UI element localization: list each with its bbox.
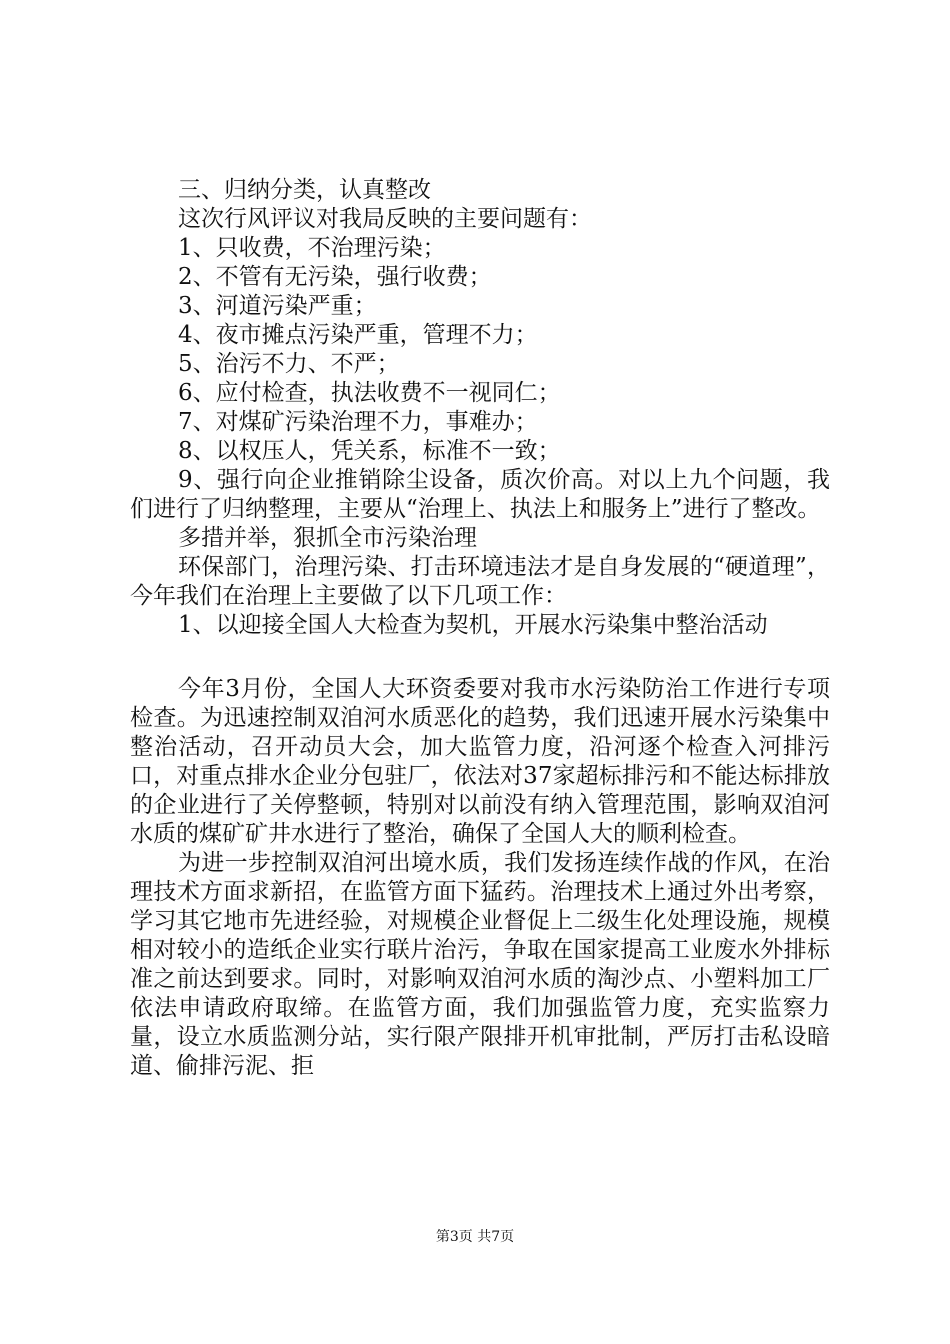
section-heading: 三、归纳分类，认真整改: [178, 177, 431, 203]
page-footer: 第3页 共7页: [435, 1229, 515, 1245]
issue-item-3: 3、河道污染严重；: [178, 293, 377, 319]
section-intro: 这次行风评议对我局反映的主要问题有：: [178, 206, 592, 232]
issue-item-9: 9、强行向企业推销除尘设备，质次价高。对以上九个问题，我们进行了归纳整理，主要从“治理上、执法上和服务上”进行了整改。: [130, 467, 830, 522]
issue-item-1: 1、只收费，不治理污染；: [178, 235, 446, 261]
work-item-1: 1、以迎接全国人大检查为契机，开展水污染集中整治活动: [178, 612, 768, 638]
issue-item-4: 4、夜市摊点污染严重，管理不力；: [178, 322, 538, 348]
issue-item-7: 7、对煤矿污染治理不力，事难办；: [178, 409, 538, 435]
paragraph-gap: [130, 640, 830, 675]
issue-item-8: 8、以权压人，凭关系，标准不一致；: [178, 438, 561, 464]
subsection-paragraph-1: 环保部门，治理污染、打击环境违法才是自身发展的“硬道理”，今年我们在治理上主要做了以下几项工作：: [130, 554, 830, 609]
subsection-paragraph-3: 为进一步控制双洎河出境水质，我们发扬连续作战的作风，在治理技术方面求新招，在监管方面下猛药。治理技术上通过外出考察，学习其它地市先进经验，对规模企业督促上二级生化处理设施，规模相对较小的造纸企业实行联片治污，争取在国家提高工业废水外排标准之前达到要求。同时，对影响双洎河水质的淘沙点、小塑料加工厂依法申请政府取缔。在监管方面，我们加强监管力度，充实监察力量，设立水质监测分站，实行限产限排开机审批制，严厉打击私设暗道、偷排污泥、拒: [130, 850, 830, 1079]
document-body: [130, 176, 830, 1081]
issue-item-2: 2、不管有无污染，强行收费；: [178, 264, 492, 290]
issue-item-6: 6、应付检查，执法收费不一视同仁；: [178, 380, 561, 406]
issue-item-5: 5、治污不力、不严；: [178, 351, 400, 377]
subsection-paragraph-2: 今年3月份，全国人大环资委要对我市水污染防治工作进行专项检查。为迅速控制双洎河水质恶化的趋势，我们迅速开展水污染集中整治活动，召开动员大会，加大监管力度，沿河逐个检查入河排污口，对重点排水企业分包驻厂，依法对37家超标排污和不能达标排放的企业进行了关停整顿，特别对以前没有纳入管理范围，影响双洎河水质的煤矿矿井水进行了整治，确保了全国人大的顺利检查。: [130, 676, 830, 847]
subsection-heading: 多措并举，狠抓全市污染治理: [178, 525, 477, 551]
